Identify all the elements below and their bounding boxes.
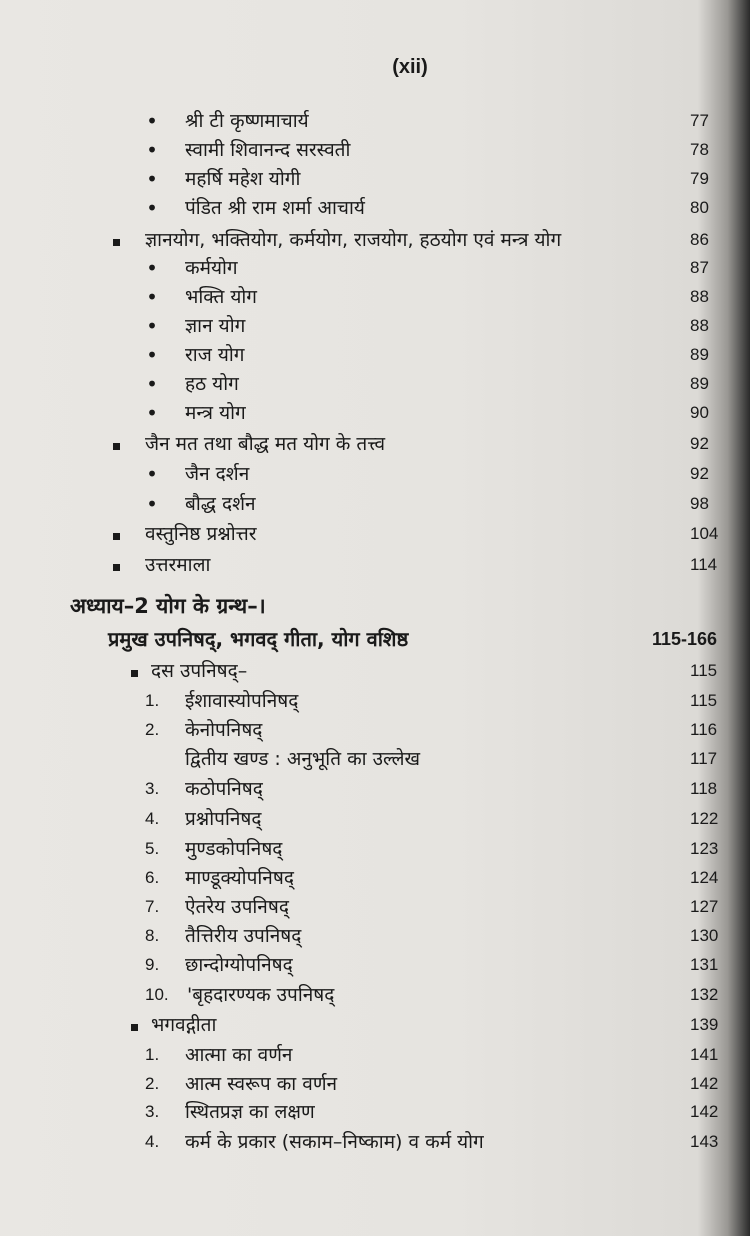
entry-number: 1. bbox=[145, 1045, 160, 1064]
toc-entry-page: 87 bbox=[690, 258, 709, 277]
toc-entry-page: 88 bbox=[690, 316, 709, 335]
toc-entry-title: स्थितप्रज्ञ का लक्षण bbox=[185, 1101, 315, 1123]
bullet-icon: • bbox=[146, 256, 158, 280]
toc-entry-title: केनोपनिषद् bbox=[185, 719, 263, 741]
bullet-icon: • bbox=[146, 167, 158, 191]
toc-entry-page: 104 bbox=[690, 524, 719, 543]
toc-entry bbox=[0, 775, 750, 803]
toc-entry-page: 127 bbox=[690, 897, 719, 916]
toc-entry bbox=[0, 1070, 750, 1098]
toc-entry-page: 122 bbox=[690, 809, 719, 828]
toc-entry-title: माण्डूक्योपनिषद् bbox=[185, 867, 294, 889]
toc-section-entry bbox=[0, 520, 750, 548]
toc-entry-page: 142 bbox=[690, 1102, 719, 1121]
toc-entry-title: आत्मा का वर्णन bbox=[185, 1044, 293, 1066]
chapter-heading bbox=[0, 590, 750, 622]
toc-entry-page: 79 bbox=[690, 169, 709, 188]
toc-entry bbox=[0, 399, 750, 427]
toc-entry-page: 86 bbox=[690, 230, 709, 249]
toc-entry-title: ईशावास्योपनिषद् bbox=[185, 690, 299, 712]
toc-entry-title: जैन दर्शन bbox=[185, 463, 250, 485]
toc-entry-title: पंडित श्री राम शर्मा आचार्य bbox=[185, 197, 365, 219]
toc-entry-page: 90 bbox=[690, 403, 709, 422]
toc-entry bbox=[0, 745, 750, 773]
toc-entry-page: 92 bbox=[690, 464, 709, 483]
toc-entry-title: ज्ञान योग bbox=[185, 315, 246, 337]
entry-number: 5. bbox=[145, 839, 160, 858]
bullet-icon: • bbox=[146, 285, 158, 309]
toc-entry-title: दस उपनिषद्– bbox=[151, 660, 248, 682]
entry-number: 9. bbox=[145, 955, 160, 974]
toc-entry-title: द्वितीय खण्ड : अनुभूति का उल्लेख bbox=[185, 748, 421, 770]
square-bullet-icon bbox=[113, 430, 120, 458]
square-bullet-icon bbox=[113, 551, 120, 579]
entry-number: 3. bbox=[145, 1102, 160, 1121]
toc-entry-page: 117 bbox=[690, 749, 718, 768]
toc-entry bbox=[0, 687, 750, 715]
toc-entry-title: तैत्तिरीय उपनिषद् bbox=[185, 925, 302, 947]
toc-entry-title: आत्म स्वरूप का वर्णन bbox=[185, 1073, 338, 1095]
toc-entry-page: 143 bbox=[690, 1132, 719, 1151]
toc-entry bbox=[0, 341, 750, 369]
bullet-icon: • bbox=[146, 372, 158, 396]
toc-section-entry bbox=[0, 1011, 750, 1039]
toc-entry-page: 89 bbox=[690, 374, 709, 393]
toc-entry-page: 114 bbox=[690, 555, 718, 574]
entry-number: 4. bbox=[145, 1132, 160, 1151]
toc-entry bbox=[0, 1128, 750, 1156]
toc-entry-title: हठ योग bbox=[185, 373, 239, 395]
toc-entry-title: छान्दोग्योपनिषद् bbox=[185, 954, 293, 976]
toc-entry bbox=[0, 283, 750, 311]
toc-entry-page: 141 bbox=[690, 1045, 719, 1064]
chapter-subtitle: प्रमुख उपनिषद्, भगवद् गीता, योग वशिष्ठ bbox=[108, 627, 409, 651]
toc-entry-title: उत्तरमाला bbox=[145, 554, 211, 576]
toc-entry-page: 98 bbox=[690, 494, 709, 513]
toc-entry bbox=[0, 312, 750, 340]
entry-number: 1. bbox=[145, 691, 160, 710]
toc-entry-page: 115 bbox=[690, 661, 718, 680]
toc-section-entry bbox=[0, 657, 750, 685]
toc-entry bbox=[0, 194, 750, 222]
toc-entry-title: भक्ति योग bbox=[185, 286, 257, 308]
page-number-header: (xii) bbox=[392, 56, 428, 78]
toc-entry bbox=[0, 136, 750, 164]
square-bullet-icon bbox=[131, 657, 138, 685]
toc-entry-page: 123 bbox=[690, 839, 719, 858]
toc-entry-title: श्री टी कृष्णमाचार्य bbox=[185, 110, 309, 132]
toc-entry-title: मुण्डकोपनिषद् bbox=[185, 838, 283, 860]
toc-entry-page: 131 bbox=[690, 955, 719, 974]
bullet-icon: • bbox=[146, 343, 158, 367]
toc-entry bbox=[0, 864, 750, 892]
toc-entry-title: प्रश्नोपनिषद् bbox=[185, 808, 262, 830]
bullet-icon: • bbox=[146, 196, 158, 220]
toc-section-entry bbox=[0, 551, 750, 579]
toc-entry-title: भगवद्गीता bbox=[151, 1014, 217, 1036]
bullet-icon: • bbox=[146, 314, 158, 338]
toc-entry-title: कठोपनिषद् bbox=[185, 778, 263, 800]
toc-entry bbox=[0, 370, 750, 398]
bullet-icon: • bbox=[146, 462, 158, 486]
toc-entry bbox=[0, 922, 750, 950]
toc-entry-title: बौद्ध दर्शन bbox=[185, 493, 256, 515]
toc-entry-title: कर्मयोग bbox=[185, 257, 238, 279]
toc-entry-title: वस्तुनिष्ठ प्रश्नोत्तर bbox=[145, 523, 257, 545]
chapter-page-range: 115-166 bbox=[652, 629, 718, 649]
toc-entry-page: 124 bbox=[690, 868, 719, 887]
toc-entry-page: 92 bbox=[690, 434, 709, 453]
toc-entry-page: 77 bbox=[690, 111, 709, 130]
toc-section-entry bbox=[0, 430, 750, 458]
square-bullet-icon bbox=[113, 226, 120, 254]
toc-entry-title: 'बृहदारण्यक उपनिषद् bbox=[187, 984, 335, 1006]
bullet-icon: • bbox=[146, 109, 158, 133]
toc-entry-title: ऐतरेय उपनिषद् bbox=[185, 896, 289, 918]
bullet-icon: • bbox=[146, 492, 158, 516]
toc-entry-page: 118 bbox=[690, 779, 718, 798]
toc-entry-page: 130 bbox=[690, 926, 719, 945]
toc-entry-page: 132 bbox=[690, 985, 719, 1004]
entry-number: 2. bbox=[145, 720, 160, 739]
toc-entry-page: 142 bbox=[690, 1074, 719, 1093]
entry-number: 10. bbox=[145, 985, 169, 1004]
toc-entry-title: महर्षि महेश योगी bbox=[185, 168, 301, 190]
toc-entry-page: 80 bbox=[690, 198, 709, 217]
toc-entry bbox=[0, 254, 750, 282]
toc-entry bbox=[0, 1041, 750, 1069]
entry-number: 7. bbox=[145, 897, 160, 916]
toc-entry-page: 89 bbox=[690, 345, 709, 364]
toc-entry bbox=[0, 951, 750, 979]
toc-entry bbox=[0, 716, 750, 744]
entry-number: 3. bbox=[145, 779, 160, 798]
toc-entry-title: मन्त्र योग bbox=[185, 402, 246, 424]
bullet-icon: • bbox=[146, 401, 158, 425]
entry-number: 6. bbox=[145, 868, 160, 887]
toc-entry-title: जैन मत तथा बौद्ध मत योग के तत्त्व bbox=[145, 433, 386, 455]
toc-entry-page: 88 bbox=[690, 287, 709, 306]
bullet-icon: • bbox=[146, 138, 158, 162]
toc-entry-title: ज्ञानयोग, भक्तियोग, कर्मयोग, राजयोग, हठयोग एवं मन्त्र योग bbox=[145, 229, 562, 251]
chapter-subheading-row bbox=[0, 624, 750, 654]
entry-number: 4. bbox=[145, 809, 160, 828]
toc-entry bbox=[0, 805, 750, 833]
toc-entry bbox=[0, 1098, 750, 1126]
toc-entry-title: कर्म के प्रकार (सकाम–निष्काम) व कर्म योग bbox=[185, 1131, 484, 1153]
toc-entry bbox=[0, 460, 750, 488]
toc-entry bbox=[0, 893, 750, 921]
chapter-title: अध्याय–2 योग के ग्रन्थ–। bbox=[70, 594, 266, 618]
toc-entry-page: 139 bbox=[690, 1015, 719, 1034]
square-bullet-icon bbox=[113, 520, 120, 548]
toc-entry-page: 116 bbox=[690, 720, 718, 739]
entry-number: 2. bbox=[145, 1074, 160, 1093]
toc-entry-page: 115 bbox=[690, 691, 718, 710]
toc-entry bbox=[0, 165, 750, 193]
toc-entry-title: राज योग bbox=[185, 344, 245, 366]
toc-entry bbox=[0, 490, 750, 518]
toc-entry-title: स्वामी शिवानन्द सरस्वती bbox=[185, 139, 351, 161]
entry-number: 8. bbox=[145, 926, 160, 945]
toc-entry-page: 78 bbox=[690, 140, 709, 159]
toc-entry bbox=[0, 107, 750, 135]
square-bullet-icon bbox=[131, 1011, 138, 1039]
toc-entry bbox=[0, 981, 750, 1009]
toc-section-entry bbox=[0, 226, 750, 254]
toc-entry bbox=[0, 835, 750, 863]
